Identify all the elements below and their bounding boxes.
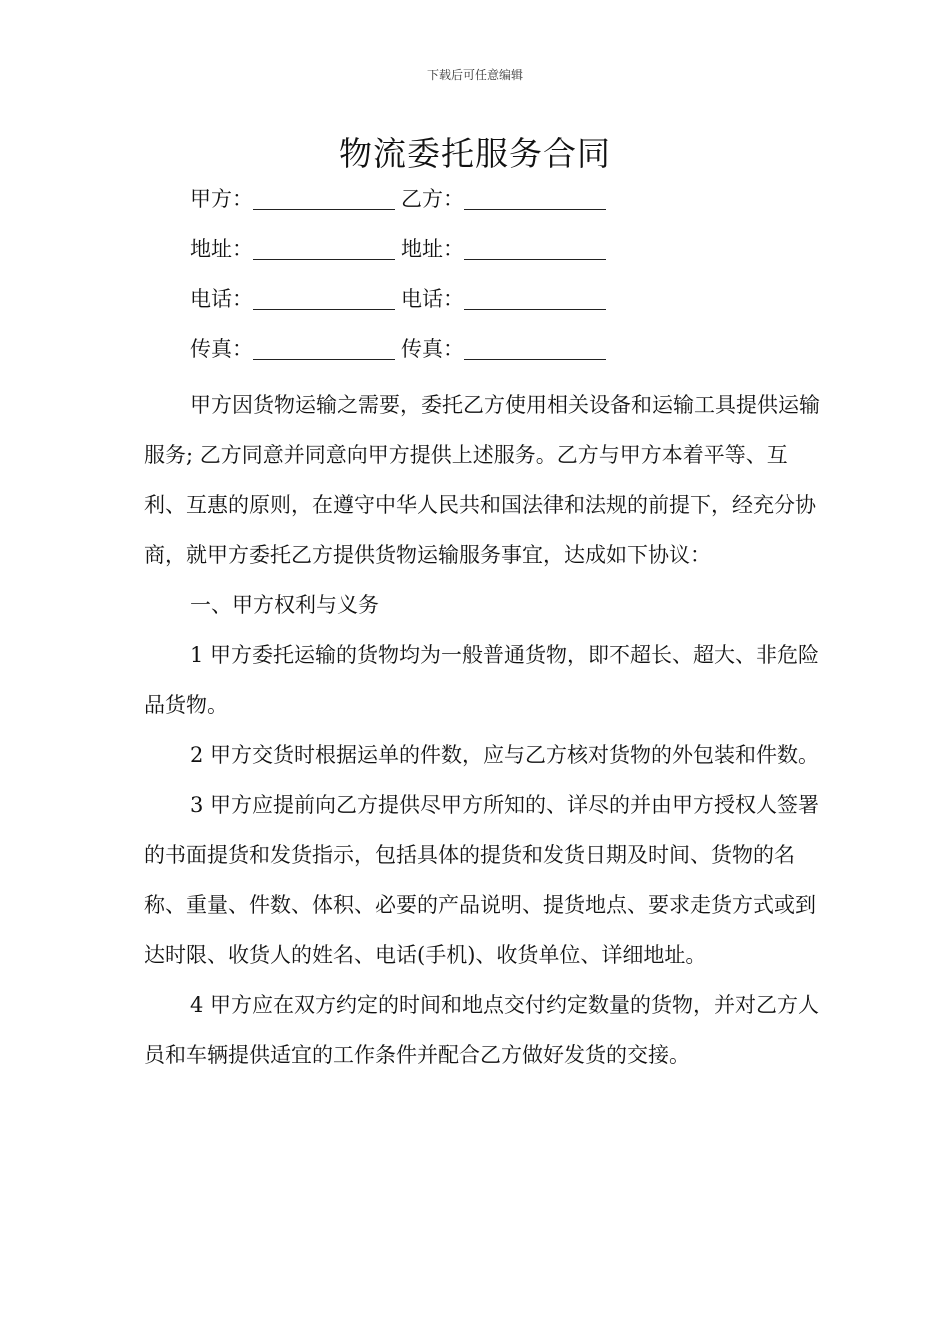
party-a-label: 甲方： xyxy=(190,187,253,211)
party-b-phone-label: 电话： xyxy=(401,287,464,311)
party-b-fax-blank xyxy=(464,335,606,360)
party-b-address-label: 地址： xyxy=(401,237,464,261)
party-a-phone-label: 电话： xyxy=(190,287,253,311)
party-b-blank xyxy=(464,185,606,210)
party-a-blank xyxy=(253,185,395,210)
party-b-fax-label: 传真： xyxy=(401,337,464,361)
party-row-fax xyxy=(190,334,612,364)
clause-paragraph: 1 甲方委托运输的货物均为一般普通货物，即不超长、超大、非危险品货物。 xyxy=(144,643,820,717)
party-a-fax-label: 传真： xyxy=(190,337,253,361)
party-a-address-blank xyxy=(253,235,395,260)
party-b-address-blank xyxy=(464,235,606,260)
party-row-phone xyxy=(190,284,612,314)
party-b-phone-blank xyxy=(464,285,606,310)
party-a-phone-blank xyxy=(253,285,395,310)
header-note: 下载后可任意编辑 xyxy=(426,68,523,82)
party-row-address xyxy=(190,234,612,264)
party-b-label: 乙方： xyxy=(401,187,464,211)
contract-body xyxy=(144,380,824,1080)
preamble-paragraph: 甲方因货物运输之需要，委托乙方使用相关设备和运输工具提供运输服务; 乙方同意并同意向甲方提供上述服务。乙方与甲方本着平等、互利、互惠的原则，在遵守中华人民共和国法律和法规的前提下，经充分协商，就甲方委托乙方提供货物运输服务事宜，达成如下协议： xyxy=(144,393,820,567)
clause-paragraph: 3 甲方应提前向乙方提供尽甲方所知的、详尽的并由甲方授权人签署的书面提货和发货指示，包括具体的提货和发货日期及时间、货物的名称、重量、件数、体积、必要的产品说明、提货地点、要求走货方式或到达时限、收货人的姓名、电话(手机)、收货单位、详细地址。 xyxy=(144,793,820,967)
section-heading: 一、甲方权利与义务 xyxy=(190,593,379,617)
document-title: 物流委托服务合同 xyxy=(339,134,611,173)
party-row-name xyxy=(190,184,612,214)
clause-paragraph: 4 甲方应在双方约定的时间和地点交付约定数量的货物，并对乙方人员和车辆提供适宜的工作条件并配合乙方做好发货的交接。 xyxy=(144,993,820,1067)
party-a-address-label: 地址： xyxy=(190,237,253,261)
party-a-fax-blank xyxy=(253,335,395,360)
clause-paragraph: 2 甲方交货时根据运单的件数，应与乙方核对货物的外包装和件数。 xyxy=(190,743,820,767)
